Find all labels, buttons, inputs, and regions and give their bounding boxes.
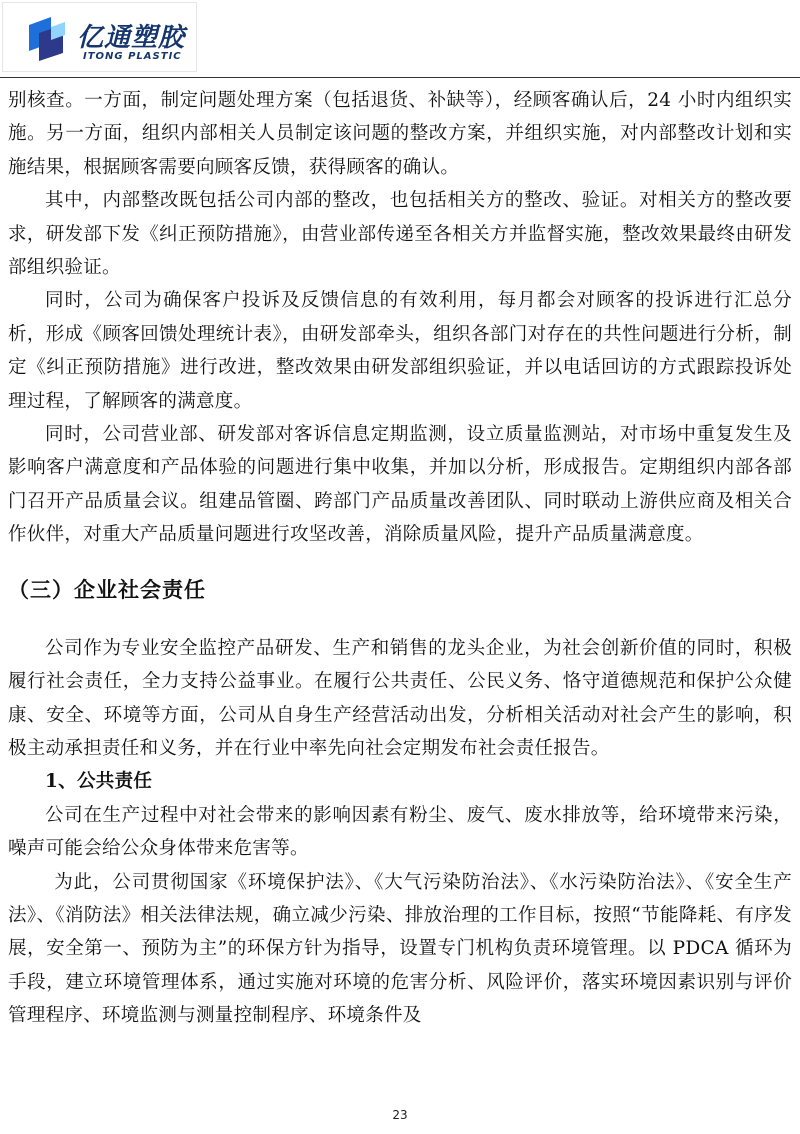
company-logo: [2, 2, 197, 72]
logo-english-text: ITONG PLASTIC: [83, 51, 182, 62]
section-title: （三）企业社会责任: [8, 577, 206, 602]
paragraph-rectification: 其中，内部整改既包括公司内部的整改，也包括相关方的整改、验证。对相关方的整改要求，研发部下发《纠正预防措施》，由营业部传递至各相关方并监督实施，整改效果最终由研发部组织验证。: [8, 190, 792, 279]
subsection-title: 1、公共责任: [45, 771, 153, 793]
paragraph-quality-monitoring: 同时，公司营业部、研发部对客诉信息定期监测，设立质量监测站，对市场中重复发生及影响客户满意度和产品体验的问题进行集中收集，并加以分析，形成报告。定期组织内部各部门召开产品质量会议。组建品管圈、跨部门产品质量改善团队、同时联动上游供应商及相关合作伙伴，对重大产品质量问题进行攻坚改善，消除质量风险，提升产品质量满意度。: [8, 424, 792, 546]
page-number: 23: [392, 1108, 408, 1122]
header-divider: [0, 77, 800, 78]
logo-chinese-text: 亿通塑胶: [77, 23, 186, 53]
paragraph-pollution: 公司在生产过程中对社会带来的影响因素有粉尘、废气、废水排放等，给环境带来污染，噪声可能会给公众身体带来危害等。: [8, 804, 792, 860]
paragraph-laws: 为此，公司贯彻国家《环境保护法》、《大气污染防治法》、《水污染防治法》、《安全生产法》、《消防法》相关法律法规，确立减少污染、排放治理的工作目标，按照“节能降耗、有序发展，安全第一、预防为主”的环保方针为指导，设置专门机构负责环境管理。以 PDCA 循环为手段，建立环境管理体系，通过实施对环境的危害分析、风险评价，落实环境因素识别与评价管理程序、环境监测与测量控制程序、环境条件及: [8, 871, 792, 1027]
page-header: [0, 0, 800, 78]
paragraph-complaint-analysis: 同时，公司为确保客户投诉及反馈信息的有效利用，每月都会对顾客的投诉进行汇总分析，形成《顾客回馈处理统计表》，由研发部牵头，组织各部门对存在的共性问题进行分析，制定《纠正预防措施》进行改进，整改效果由研发部组织验证，并以电话回访的方式跟踪投诉处理过程，了解顾客的满意度。: [8, 290, 792, 412]
itong-logo-icon: [25, 13, 71, 63]
document-body: [8, 84, 792, 1033]
paragraph-continued: 别核查。一方面，制定问题处理方案（包括退货、补缺等），经顾客确认后，24 小时内组织实施。另一方面，组织内部相关人员制定该问题的整改方案，并组织实施，对内部整改计划和实施结果，根据顾客需要向顾客反馈，获得顾客的确认。: [8, 90, 792, 178]
paragraph-section-intro: 公司作为专业安全监控产品研发、生产和销售的龙头企业，为社会创新价值的同时，积极履行社会责任，全力支持公益事业。在履行公共责任、公民义务、恪守道德规范和保护公众健康、安全、环境等方面，公司从自身生产经营活动出发，分析相关活动对社会产生的影响，积极主动承担责任和义务，并在行业中率先向社会定期发布社会责任报告。: [8, 637, 792, 759]
